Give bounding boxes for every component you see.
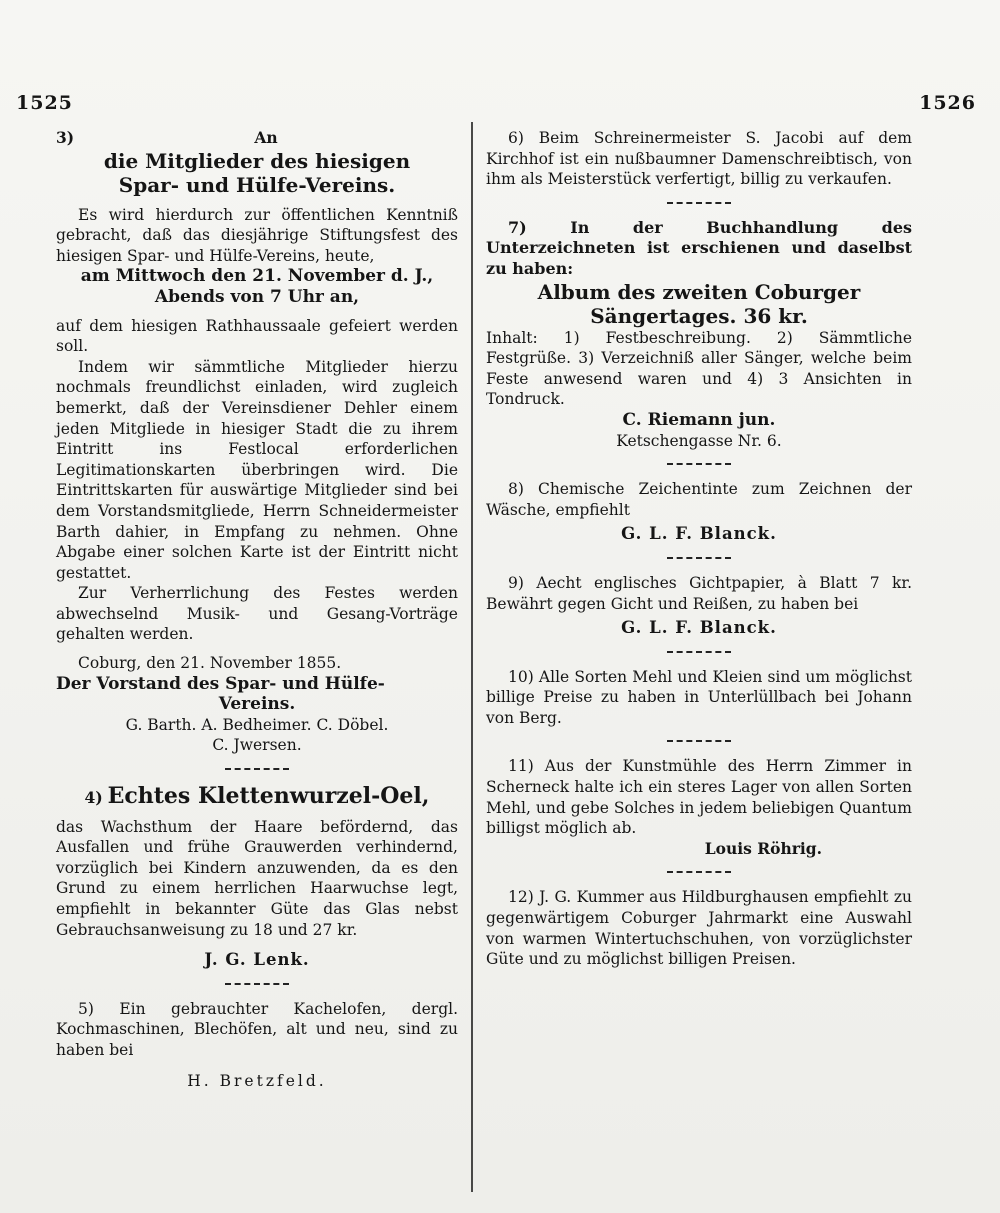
notice-10 xyxy=(486,667,912,729)
separator xyxy=(225,983,289,985)
notice-6-body: 6) Beim Schreinermeister S. Jacobi auf dem Kirchhof ist ein nußbaumner Damenschreibtisch, von ihm als Meisterstück verfertigt, billig zu verkaufen. xyxy=(486,129,912,189)
separator xyxy=(667,463,731,465)
notice-7-signature: C. Riemann jun. xyxy=(622,409,776,430)
notice-3 xyxy=(56,128,458,756)
column-divider xyxy=(471,122,473,1192)
right-column xyxy=(486,128,912,970)
notice-11-body: 11) Aus der Kunstmühle des Herrn Zimmer in Scherneck halte ich ein steres Lager von allen Sorten Mehl, und gebe Solches in jedem beliebigen Quantum billigst möglich ab. xyxy=(486,757,912,838)
notice-3-names-line1: G. Barth. A. Bedheimer. C. Döbel. xyxy=(125,715,389,734)
notice-9-body: 9) Aecht englisches Gichtpapier, à Blatt 7 kr. Bewährt gegen Gicht und Reißen, zu haben bei xyxy=(486,573,912,613)
notice-3-time: Abends von 7 Uhr an, xyxy=(154,286,360,307)
separator xyxy=(667,557,731,559)
notice-3-location: auf dem hiesigen Rathhaussaale gefeiert werden soll. xyxy=(56,316,458,356)
notice-4-title: Echtes Klettenwurzel-Oel, xyxy=(107,783,430,810)
notice-8 xyxy=(486,479,912,545)
notice-4 xyxy=(56,784,458,971)
notice-5-signature: H. Bretzfeld. xyxy=(187,1071,327,1090)
separator xyxy=(667,871,731,873)
notice-10-body: 10) Alle Sorten Mehl und Kleien sind um möglichst billige Preise zu haben in Unterlüllbach bei Johann von Berg. xyxy=(486,667,912,727)
notice-7-title-line1: Album des zweiten Coburger xyxy=(537,279,861,304)
separator xyxy=(667,202,731,204)
notice-3-place-date: Coburg, den 21. November 1855. xyxy=(78,654,342,673)
notice-12-body: 12) J. G. Kummer aus Hildburghausen empfiehlt zu gegenwärtigem Coburger Jahrmarkt eine Auswahl von warmen Wintertuchschuhen, von vorzüglichster Güte und zu möglichst billigen Preisen. xyxy=(486,888,912,969)
notice-9-signature: G. L. F. Blanck. xyxy=(621,618,777,638)
notice-3-body-details: Indem wir sämmtliche Mitglieder hierzu nochmals freundlichst einladen, wird zugleich bemerkt, daß der Vereinsdiener Dehler einem jeden Mitgliede in hiesiger Stadt die zu ihrem Eintritt ins Festlocal erforderlichen Legitimationskarten überbringen wird. Die Eintrittskarten für auswärtige Mitglieder sind bei dem Vorstandsmitgliede, Herrn Schneidermeister Barth dahier, in Empfang zu nehmen. Ohne Abgabe einer solchen Karte ist der Eintritt nicht gestattet. xyxy=(56,357,458,582)
separator xyxy=(667,651,731,653)
notice-9 xyxy=(486,573,912,639)
notice-3-title-line2: Spar- und Hülfe-Vereins. xyxy=(118,172,396,197)
notice-7-contents: Inhalt: 1) Festbeschreibung. 2) Sämmtliche Festgrüße. 3) Verzeichniß aller Sänger, welche beim Feste anwesend waren und 4) 3 Ansichten in Tondruck. xyxy=(486,328,912,409)
notice-3-body-music: Zur Verherrlichung des Festes werden abwechselnd Musik- und Gesang-Vorträge gehalten werden. xyxy=(56,584,458,644)
notice-4-body: das Wachsthum der Haare befördernd, das Ausfallen und frühe Grauwerden verhindernd, vorzüglich bei Kindern anzuwenden, da es den Grund zu einem herrlichen Haarwuchse legt, empfiehlt in bekannter Güte das Glas nebst Gebrauchsanweisung zu 18 und 27 kr. xyxy=(56,817,458,939)
notice-3-title-line1: die Mitglieder des hiesigen xyxy=(103,148,411,173)
notice-7 xyxy=(486,218,912,451)
notice-5 xyxy=(56,999,458,1091)
page-number-right: 1526 xyxy=(919,92,976,114)
notice-4-signature: J. G. Lenk. xyxy=(204,950,310,970)
separator xyxy=(225,768,289,770)
notice-3-body-intro: Es wird hierdurch zur öffentlichen Kenntniß gebracht, daß das diesjährige Stiftungsfest des hiesigen Spar- und Hülfe-Vereins, heute, xyxy=(56,205,458,265)
notice-3-names-line2: C. Jwersen. xyxy=(212,736,302,755)
separator xyxy=(667,740,731,742)
notice-4-number: 4) xyxy=(84,788,103,808)
notice-3-address: An xyxy=(254,128,278,147)
notice-7-title-line2: Sängertages. 36 kr. xyxy=(590,303,808,328)
left-column xyxy=(56,128,458,1091)
notice-7-heading: 7) In der Buchhandlung des Unterzeichneten ist erschienen und daselbst zu haben: xyxy=(486,217,912,278)
notice-3-board-line2: Vereins. xyxy=(218,694,296,715)
notice-8-signature: G. L. F. Blanck. xyxy=(621,524,777,544)
notice-8-body: 8) Chemische Zeichentinte zum Zeichnen der Wäsche, empfiehlt xyxy=(486,480,912,519)
notice-11-signature: Louis Röhrig. xyxy=(704,838,822,858)
notice-11 xyxy=(486,756,912,859)
notice-3-board-line1: Der Vorstand des Spar- und Hülfe- xyxy=(56,673,385,694)
notice-7-address: Ketschengasse Nr. 6. xyxy=(616,431,782,450)
notice-3-date: am Mittwoch den 21. November d. J., xyxy=(80,266,434,287)
notice-5-body: 5) Ein gebrauchter Kachelofen, dergl. Kochmaschinen, Blechöfen, alt und neu, sind zu haben bei xyxy=(56,999,458,1059)
page-number-left: 1525 xyxy=(16,92,73,114)
notice-6 xyxy=(486,128,912,190)
notice-12 xyxy=(486,887,912,969)
notice-3-number: 3) xyxy=(56,128,75,147)
